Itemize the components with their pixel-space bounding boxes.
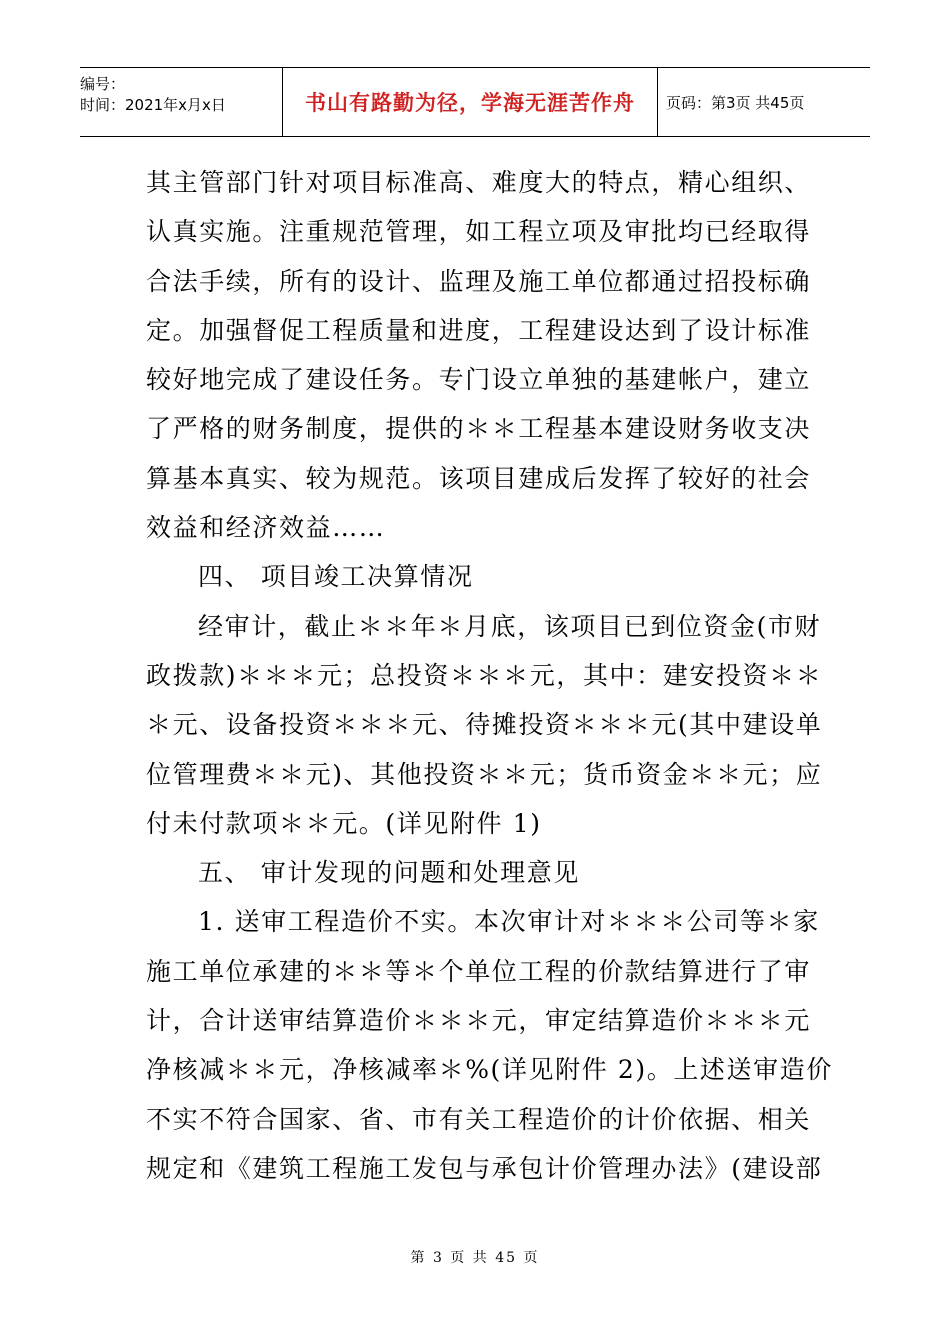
section-heading: 四、 项目竣工决算情况 xyxy=(198,562,474,592)
paragraph-line: 付未付款项＊＊元。(详见附件 1) xyxy=(146,808,542,838)
paragraph-line: 合法手续，所有的设计、监理及施工单位都通过招投标确 xyxy=(146,266,812,296)
paragraph-line: 位管理费＊＊元)、其他投资＊＊元；货币资金＊＊元；应 xyxy=(146,759,823,789)
document-number-label: 编号： xyxy=(80,75,126,93)
paragraph-line: 不实不符合国家、省、市有关工程造价的计价依据、相关 xyxy=(146,1104,812,1134)
paragraph-line: 规定和《建筑工程施工发包与承包计价管理办法》(建设部 xyxy=(146,1153,823,1183)
paragraph-line: 1. 送审工程造价不实。本次审计对＊＊＊公司等＊家 xyxy=(198,907,820,937)
document-body xyxy=(146,158,833,1193)
paragraph-line: ＊元、设备投资＊＊＊元、待摊投资＊＊＊元(其中建设单 xyxy=(146,710,823,740)
header-meta xyxy=(80,68,283,136)
page-footer: 第 3 页 共 45 页 xyxy=(410,1250,540,1266)
paragraph-line: 算基本真实、较为规范。该项目建成后发挥了较好的社会 xyxy=(146,463,812,493)
paragraph-line: 较好地完成了建设任务。专门设立单独的基建帐户，建立 xyxy=(146,365,812,395)
paragraph-line: 净核减＊＊元，净核减率＊%(详见附件 2)。上述送审造价 xyxy=(146,1055,833,1085)
section-heading: 五、 审计发现的问题和处理意见 xyxy=(198,858,580,888)
paragraph-line: 计，合计送审结算造价＊＊＊元，审定结算造价＊＊＊元 xyxy=(146,1006,812,1036)
paragraph-line: 政拨款)＊＊＊元；总投资＊＊＊元，其中：建安投资＊＊ xyxy=(146,660,823,690)
page-header xyxy=(80,67,870,137)
paragraph-line: 其主管部门针对项目标准高、难度大的特点，精心组织、 xyxy=(146,168,812,197)
paragraph-line: 效益和经济效益…… xyxy=(146,513,386,543)
header-motto: 书山有路勤为径，学海无涯苦作舟 xyxy=(283,68,658,136)
document-time: 时间：2021年x月x日 xyxy=(80,96,226,114)
paragraph-line: 了严格的财务制度，提供的＊＊工程基本建设财务收支决 xyxy=(146,414,812,444)
paragraph-line: 定。加强督促工程质量和进度，工程建设达到了设计标准 xyxy=(146,315,812,345)
paragraph-line: 经审计，截止＊＊年＊月底，该项目已到位资金(市财 xyxy=(198,611,822,641)
header-page-info: 页码：第3页 共45页 xyxy=(666,93,805,112)
paragraph-line: 施工单位承建的＊＊等＊个单位工程的价款结算进行了审 xyxy=(146,956,812,986)
paragraph-line: 认真实施。注重规范管理，如工程立项及审批均已经取得 xyxy=(146,217,812,247)
